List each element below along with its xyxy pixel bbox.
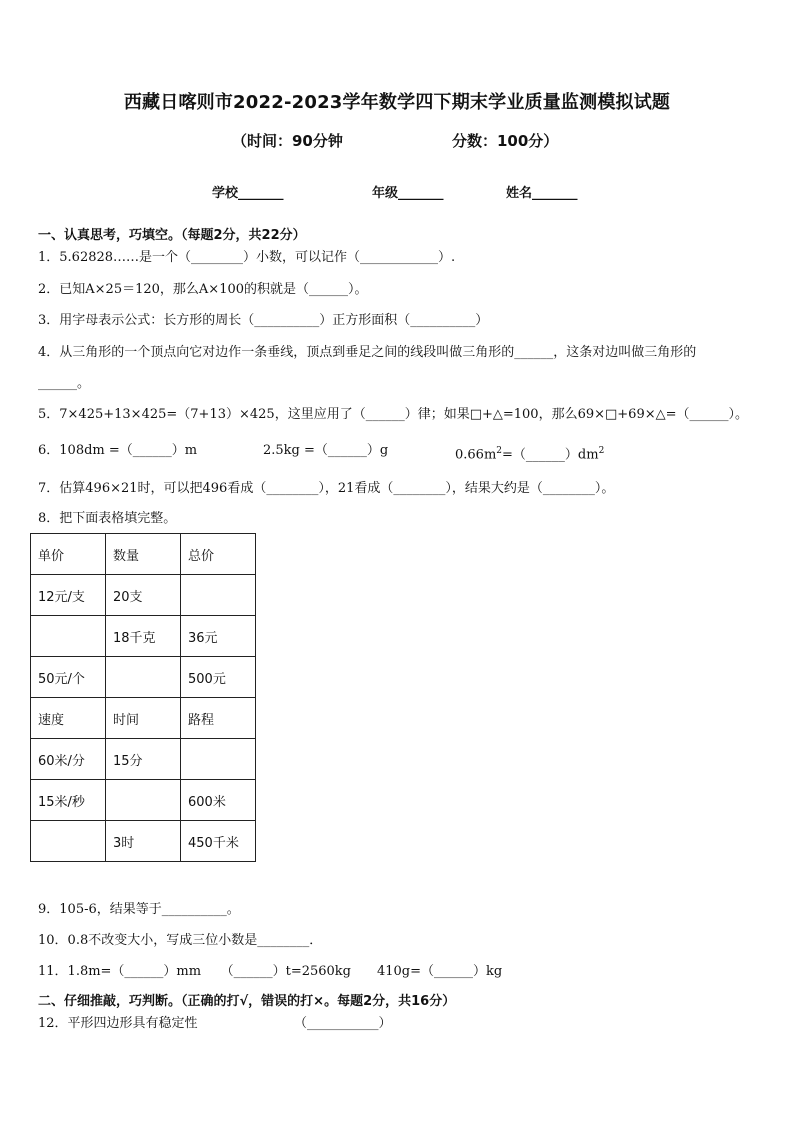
table-row	[31, 534, 256, 575]
exam-info	[0, 130, 794, 150]
grade-field: 年级_______	[372, 186, 444, 201]
question-8: 8．把下面表格填完整。	[38, 511, 177, 526]
exam-score: 分数：100分）	[452, 132, 559, 150]
fill-in-table	[30, 533, 256, 862]
question-6-part-b: 2.5kg =（______）g	[263, 443, 389, 458]
section-1-heading: 一、认真思考，巧填空。（每题2分，共22分）	[38, 228, 306, 243]
table-cell: 500元	[181, 657, 256, 698]
table-cell	[31, 616, 106, 657]
question-6	[38, 442, 758, 462]
question-11: 11．1.8m=（______）mm （______）t=2560kg 410g=（______）kg	[38, 964, 503, 979]
question-3: 3．用字母表示公式：长方形的周长（__________）正方形面积（__________）	[38, 313, 489, 328]
page-title: 西藏日喀则市2022-2023学年数学四下期末学业质量监测模拟试题	[123, 92, 671, 113]
table-row	[31, 821, 256, 862]
table-cell: 60米/分	[31, 739, 106, 780]
table-cell: 600米	[181, 780, 256, 821]
table-cell: 18千克	[106, 616, 181, 657]
question-12-label: 12．平形四边形具有稳定性	[38, 1016, 198, 1031]
table-cell: 路程	[181, 698, 256, 739]
question-4-line-1: 4．从三角形的一个顶点向它对边作一条垂线，顶点到垂足之间的线段叫做三角形的______，这条对边叫做三角形的	[38, 345, 697, 360]
table-cell	[181, 575, 256, 616]
table-row	[31, 780, 256, 821]
table-cell: 50元/个	[31, 657, 106, 698]
table-row	[31, 575, 256, 616]
table-cell: 总价	[181, 534, 256, 575]
name-field: 姓名_______	[506, 186, 578, 201]
question-1: 1．5.62828……是一个（________）小数，可以记作（____________）.	[38, 250, 456, 265]
section-2-heading: 二、仔细推敲，巧判断。（正确的打√，错误的打×。每题2分，共16分）	[38, 994, 456, 1009]
table-cell: 15分	[106, 739, 181, 780]
table-cell: 时间	[106, 698, 181, 739]
question-9: 9．105-6，结果等于__________。	[38, 902, 240, 917]
table-row	[31, 657, 256, 698]
table-cell: 36元	[181, 616, 256, 657]
exam-time: （时间：90分钟	[232, 132, 343, 150]
table-cell: 数量	[106, 534, 181, 575]
school-field: 学校_______	[212, 186, 284, 201]
question-10: 10．0.8不改变大小，写成三位小数是________．	[38, 933, 323, 948]
question-12-blank: （___________）	[294, 1016, 392, 1031]
table-cell	[181, 739, 256, 780]
table-row	[31, 698, 256, 739]
question-5: 5．7×425+13×425=（7+13）×425，这里应用了（______）律；如果□+△=100，那么69×□+69×△=（______）。	[38, 407, 749, 422]
table-cell: 单价	[31, 534, 106, 575]
table-cell	[106, 780, 181, 821]
student-info	[0, 182, 794, 200]
table-cell	[106, 657, 181, 698]
table-cell: 12元/支	[31, 575, 106, 616]
table-row	[31, 739, 256, 780]
table-cell: 速度	[31, 698, 106, 739]
question-12	[38, 1015, 758, 1035]
question-2: 2．已知A×25＝120，那么A×100的积就是（______）。	[38, 282, 368, 297]
question-6-part-c: $0.66m^2=(\_\_\_\_\_\_)dm^2$	[455, 446, 605, 463]
table-cell	[31, 821, 106, 862]
table-cell: 450千米	[181, 821, 256, 862]
question-7: 7．估算496×21时，可以把496看成（________），21看成（________），结果大约是（________）。	[38, 481, 615, 496]
table-row	[31, 616, 256, 657]
table-cell: 15米/秒	[31, 780, 106, 821]
question-6-part-a: 6．108dm =（______）m	[38, 443, 198, 458]
table-cell: 20支	[106, 575, 181, 616]
question-4-line-2: ______。	[38, 376, 91, 391]
table-cell: 3时	[106, 821, 181, 862]
